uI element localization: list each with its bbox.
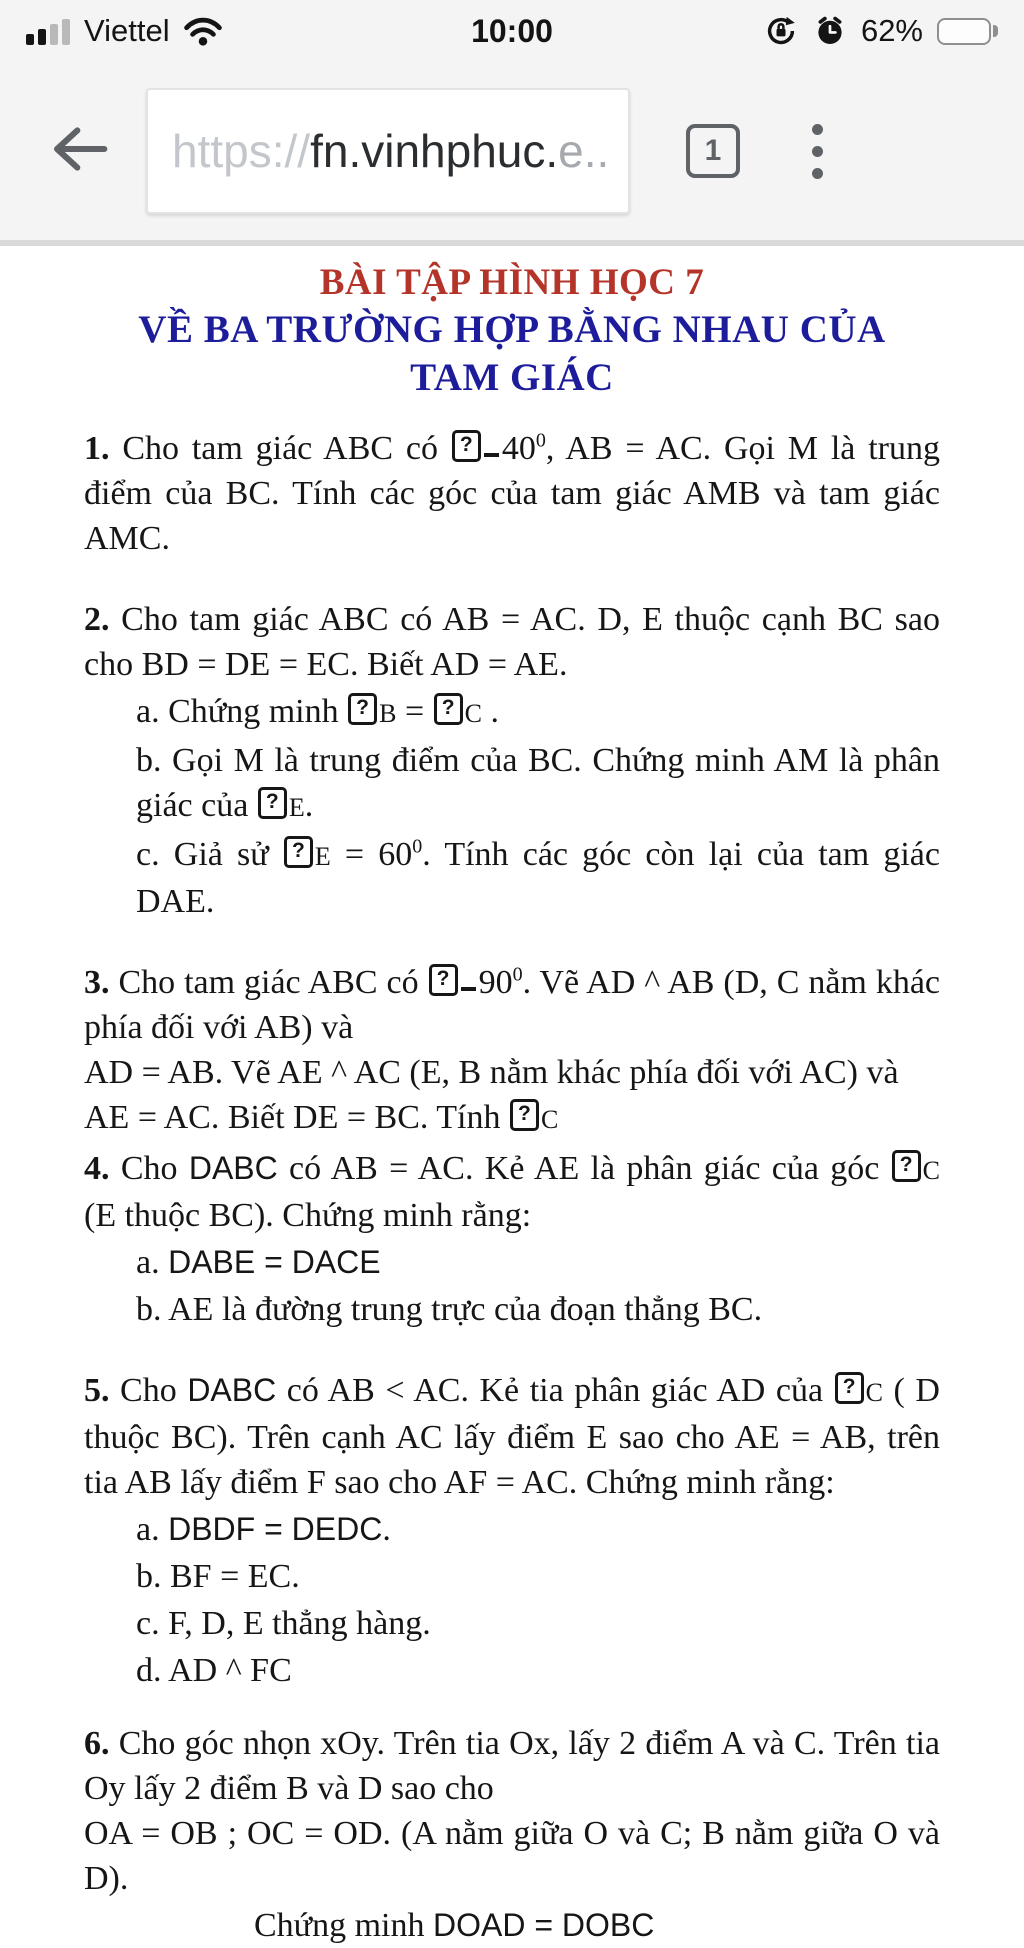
page-title-line2: VỀ BA TRƯỜNG HỢP BẰNG NHAU CỦA [138,308,886,351]
url-host: fn.vinhphuc. [310,125,559,177]
text-run: C [865,1378,883,1407]
url-scheme: https:// [172,125,311,177]
missing-glyph-box: ? [434,693,463,725]
wifi-icon [184,17,222,47]
missing-glyph-box: ? [892,1150,921,1182]
paragraph: Chứng minh DOAD = DOBC [254,1907,655,1944]
missing-glyph-box: ? [258,787,287,819]
text-run: B [379,699,397,728]
paragraph: 4. Cho DABC có AB = AC. Kẻ AE là phân giác của góc ? C (E thuộc BC). Chứng minh rằng: [84,1150,940,1234]
status-bar [0,0,1024,62]
paragraph: 2. Cho tam giác ABC có AB = AC. D, E thuộc cạnh BC sao cho BD = DE = EC. Biết AD = AE. [84,601,940,683]
status-right [763,13,998,49]
missing-glyph-box: ? [452,430,481,462]
paragraph: 1. Cho tam giác ABC có ? $40^0$, AB = AC. Gọi M là trung điểm của BC. Tính các góc của tam giác AMB và tam giác AMC. [84,429,940,557]
text-run: E [314,842,331,871]
paragraph: 5. Cho DABC có AB < AC. Kẻ tia phân giác AD của ? C ( D thuộc BC). Trên cạnh AC lấy điểm E sao cho AE = AB, trên tia AB lấy điểm F sao cho AF = AC. Chứng minh rằng: [84,1372,940,1501]
browser-toolbar [0,62,1024,246]
text-run: E [288,793,305,822]
url-address-field[interactable] [146,88,630,214]
missing-glyph-box: ? [348,693,377,725]
rotation-lock-icon [763,13,799,49]
page-title-line3: TAM GIÁC [410,356,614,399]
paragraph: b. AE là đường trung trực của đoạn thẳng BC. [136,1291,763,1328]
tab-count-label: 1 [704,134,722,167]
paragraph: b. BF = EC. [136,1558,300,1595]
paragraph: c. Giả sử ? $E = 60^0$. Tính các góc còn lại của tam giác DAE. [136,835,940,920]
text-run: C [464,699,482,728]
paragraph: 3. Cho tam giác ABC có ? $90^0$. Vẽ AD ^ AB (D, C nằm khác phía đối với AB) và AD = AB. Vẽ AE ^ AC (E, B nằm khác phía đối với AC) và AE = AC. Biết DE = BC. Tính ? C [84,963,940,1136]
paragraph: a. Chứng minh ? B = ? C . [136,693,499,730]
text-run: DOAD = DOBC [433,1907,655,1943]
document-body [84,426,940,1944]
paragraph: a. DBDF = DEDC. [136,1511,391,1548]
text-run: DABE = DACE [168,1244,381,1280]
text-run: DBDF = DEDC [168,1511,383,1547]
paragraph: d. AD ^ FC [136,1652,292,1689]
menu-dots-icon[interactable] [806,118,829,185]
clock-time: 10:00 [471,12,553,49]
text-run: C [540,1105,559,1134]
battery-percent-label: 62% [860,13,923,48]
alarm-clock-icon [813,14,847,48]
paragraph: b. Gọi M là trung điểm của BC. Chứng minh AM là phân giác của ? E. [136,742,940,824]
text-run [461,987,476,991]
back-arrow-icon[interactable] [46,122,112,181]
url-truncation: e.. [558,125,610,177]
text-run: DABC [187,1372,277,1408]
text-run: C [922,1156,940,1185]
paragraph: c. F, D, E thẳng hàng. [136,1605,431,1642]
carrier-label: Viettel [84,13,170,48]
text-run: DABC [188,1150,278,1186]
web-page-content [0,246,1024,1944]
missing-glyph-box: ? [284,836,313,868]
missing-glyph-box: ? [429,964,458,996]
tab-counter-button[interactable] [686,124,740,178]
missing-glyph-box: ? [510,1099,539,1131]
status-left [26,15,222,47]
paragraph: 6. Cho góc nhọn xOy. Trên tia Ox, lấy 2 điểm A và C. Trên tia Oy lấy 2 điểm B và D sao cho OA = OB ; OC = OD. (A nằm giữa O và C; B nằm giữa O và D). [84,1725,940,1897]
paragraph: a. DABE = DACE [136,1244,381,1281]
signal-bars-icon [26,19,70,47]
page-title-line1: BÀI TẬP HÌNH HỌC 7 [319,262,705,303]
text-run [484,453,499,457]
missing-glyph-box: ? [835,1372,864,1404]
battery-icon [937,18,998,45]
